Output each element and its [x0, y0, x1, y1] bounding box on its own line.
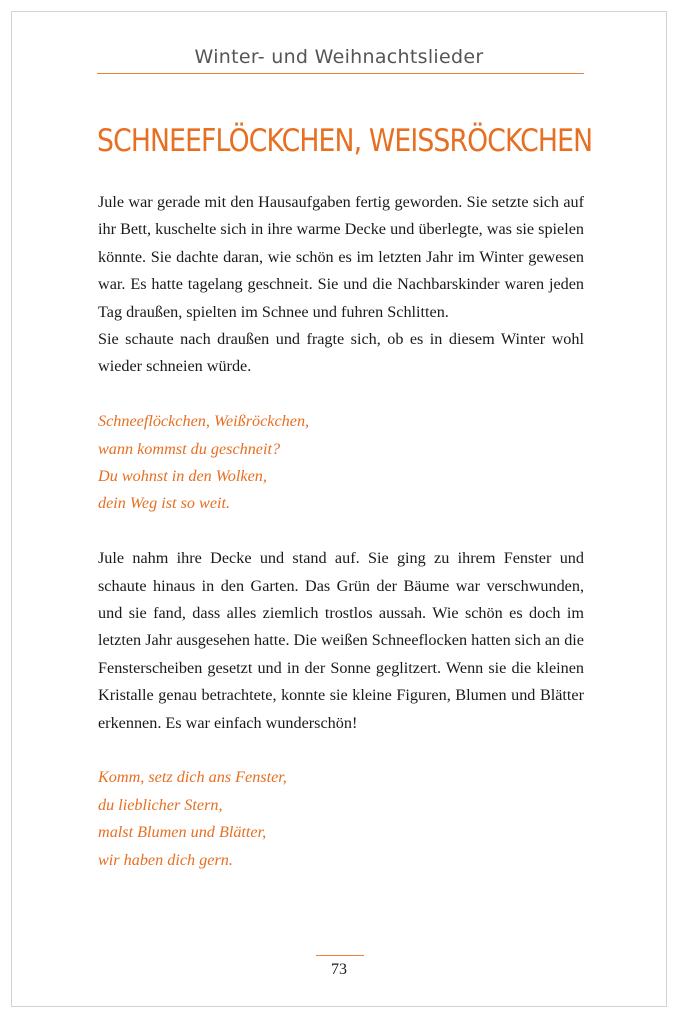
paragraph-3: Jule nahm ihre Decke und stand auf. Sie ging zu ihrem Fenster und schaute hinaus in den Garten. Das Grün der Bäume war verschwunden, und sie fand, dass alles ziemlich trostlos aussah. Wie schön es doch im letzten Jahr ausgesehen hatte. Die weißen Schneeflocken hatten sich an die Fensterscheiben gesetzt und in der Sonne geglitzert. Wenn sie die kleinen Kristalle genau betrachtete, konnte sie kleine Figuren, Blumen und Blätter erkennen. Es war einfach wunderschön! [98, 549, 584, 732]
verse-line: wir haben dich gern. [98, 850, 233, 869]
chapter-title: SCHNEEFLÖCKCHEN, WEISSRÖCKCHEN [97, 123, 593, 159]
paragraph-2: Sie schaute nach draußen und fragte sich, ob es in diesem Winter wohl wieder schneien würde. [98, 330, 584, 376]
verse-line: du lieblicher Stern, [98, 795, 223, 814]
page-number-rule [316, 955, 364, 956]
body-text [98, 189, 584, 874]
paragraph-1: Jule war gerade mit den Hausaufgaben fertig geworden. Sie setzte sich auf ihr Bett, kuschelte sich in ihre warme Decke und überlegte, was sie spielen könnte. Sie dachte daran, wie schön es im letzten Jahr im Winter gewesen war. Es hatte tagelang geschneit. Sie und die Nachbarskinder waren jeden Tag draußen, spielten im Schnee und fuhren Schlitten. [98, 193, 584, 321]
verse-line: malst Blumen und Blätter, [98, 823, 267, 842]
verse-line: wann kommst du geschneit? [98, 439, 281, 458]
running-head-rule [97, 73, 584, 74]
verse-line: Du wohnst in den Wolken, [98, 467, 267, 486]
stanza-gap [98, 381, 584, 408]
stanza-gap [98, 737, 584, 764]
verse-line: Komm, setz dich ans Fenster, [98, 768, 287, 787]
running-head: Winter- und Weihnachtslieder [194, 46, 484, 68]
verse-line: dein Weg ist so weit. [98, 494, 231, 513]
stanza-gap [98, 518, 584, 545]
page-number: 73 [331, 961, 347, 978]
book-page [11, 11, 667, 1007]
verse-1 [98, 408, 584, 518]
verse-line: Schneeflöckchen, Weißröckchen, [98, 412, 310, 431]
verse-2 [98, 764, 584, 874]
